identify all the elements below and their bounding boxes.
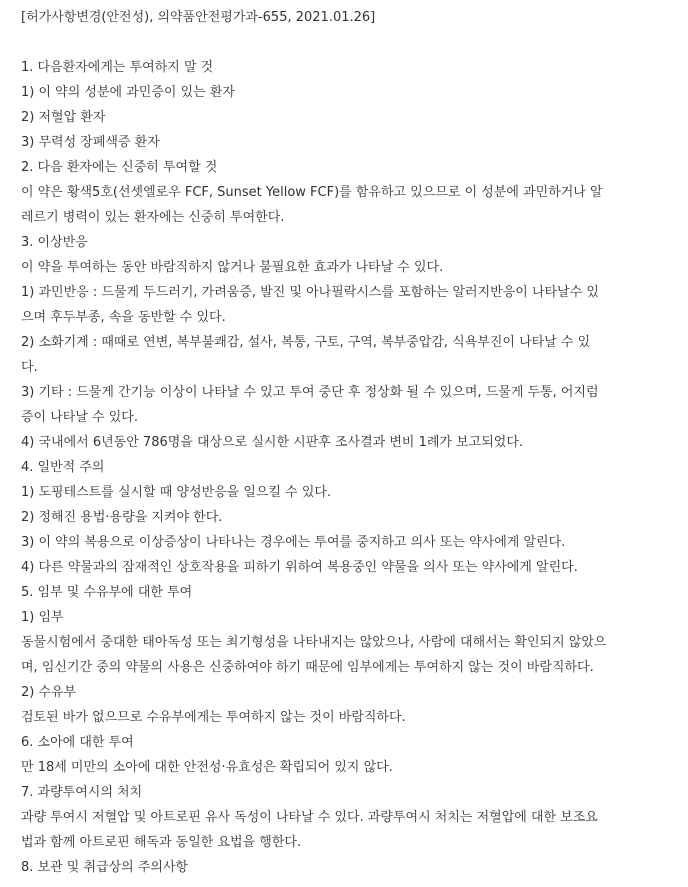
text-line: 1) 이 약의 성분에 과민증이 있는 환자 [21, 85, 235, 100]
section-heading-overdose: 7. 과량투여시의 처치 [21, 785, 143, 800]
text-line: 만 18세 미만의 소아에 대한 안전성·유효성은 확립되어 있지 않다. [21, 760, 393, 775]
text-line: 법과 함께 아트로핀 해독과 동일한 요법을 행한다. [21, 835, 302, 850]
text-line: 2) 정해진 용법·용량을 지켜야 한다. [21, 510, 223, 525]
text-line: 증이 나타날 수 있다. [21, 410, 138, 425]
document-body [21, 5, 681, 880]
section-heading-pregnancy: 5. 임부 및 수유부에 대한 투여 [21, 585, 193, 600]
text-line: 3) 기타 : 드물게 간기능 이상이 나타날 수 있고 투여 중단 후 정상화 될 수 있으며, 드물게 두통, 어지럼 [21, 385, 599, 400]
text-line: 3) 이 약의 복용으로 이상증상이 나타나는 경우에는 투여를 중지하고 의사 또는 약사에게 알린다. [21, 535, 566, 550]
text-line: 으며 후두부종, 속을 동반할 수 있다. [21, 310, 226, 325]
section-heading-pediatric: 6. 소아에 대한 투여 [21, 735, 134, 750]
text-line: 4) 다른 약물과의 잠재적인 상호작용을 피하기 위하여 복용중인 약물을 의사 또는 약사에게 알린다. [21, 560, 578, 575]
text-line: 이 약을 투여하는 동안 바람직하지 않거나 불필요한 효과가 나타날 수 있다. [21, 260, 444, 275]
text-line: 레르기 병력이 있는 환자에는 신중히 투여한다. [21, 210, 285, 225]
text-line: 1) 도핑테스트를 실시할 때 양성반응을 일으킬 수 있다. [21, 485, 332, 500]
section-heading-storage: 8. 보관 및 취급상의 주의사항 [21, 860, 189, 875]
section-heading-contraindications: 1. 다음환자에게는 투여하지 말 것 [21, 60, 214, 75]
text-line: 1) 과민반응 : 드물게 두드러기, 가려움증, 발진 및 아나필락시스를 포함하는 알러지반응이 나타날수 있 [21, 285, 599, 300]
section-heading-adverse-reactions: 3. 이상반응 [21, 235, 88, 250]
text-line: 다. [21, 360, 38, 375]
section-heading-general-precautions: 4. 일반적 주의 [21, 460, 105, 475]
text-line: 며, 임신기간 중의 약물의 사용은 신중하여야 하기 때문에 임부에게는 투여하지 않는 것이 바람직하다. [21, 660, 594, 675]
text-line: 과량 투여시 저혈압 및 아트로핀 유사 독성이 나타날 수 있다. 과량투여시 처치는 저혈압에 대한 보조요 [21, 810, 598, 825]
text-line: 이 약은 황색5호(선셋엘로우 FCF, Sunset Yellow FCF)를 함유하고 있으므로 이 성분에 과민하거나 알 [21, 185, 603, 200]
text-line: 동물시험에서 중대한 태아독성 또는 최기형성을 나타내지는 않았으나, 사람에 대해서는 확인되지 않았으 [21, 635, 607, 650]
text-line: 2) 소화기계 : 때때로 연변, 복부불쾌감, 설사, 복통, 구토, 구역, 복부중압감, 식욕부진이 나타날 수 있 [21, 335, 591, 350]
text-line: 4) 국내에서 6년동안 786명을 대상으로 실시한 시판후 조사결과 변비 1례가 보고되었다. [21, 435, 524, 450]
section-heading-caution: 2. 다음 환자에는 신중히 투여할 것 [21, 160, 218, 175]
text-line: 1) 임부 [21, 610, 64, 625]
text-line: 2) 수유부 [21, 685, 77, 700]
text-line: 2) 저혈압 환자 [21, 110, 106, 125]
document-header: [허가사항변경(안전성), 의약품안전평가과-655, 2021.01.26] [21, 10, 376, 25]
text-line: 3) 무력성 장폐색증 환자 [21, 135, 160, 150]
text-line: 검토된 바가 없으므로 수유부에게는 투여하지 않는 것이 바람직하다. [21, 710, 406, 725]
blank-line [21, 30, 681, 55]
